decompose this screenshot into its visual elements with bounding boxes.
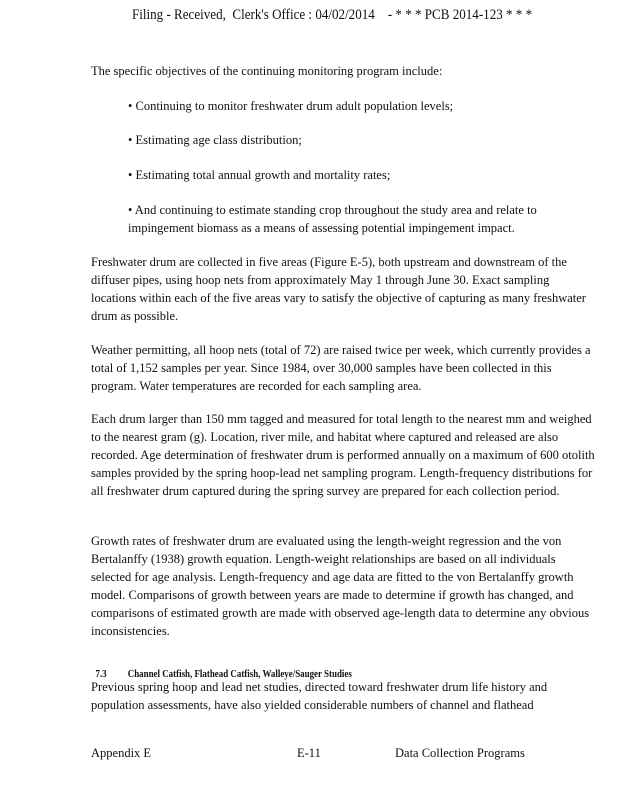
paragraph-hoop-nets: Weather permitting, all hoop nets (total of 72) are raised twice per week, which currently provides a total of 1,152 samples per year. Since 1984, over 30,000 samples have been collected in this program. Water temperatures are recorded for each sampling area. bbox=[91, 343, 591, 393]
objective-bullet-4: • And continuing to estimate standing crop throughout the study area and relate to impingement biomass as a means of assessing potential impingement impact. bbox=[128, 203, 537, 235]
objective-bullet-1: • Continuing to monitor freshwater drum adult population levels; bbox=[128, 99, 454, 113]
section-number: 7.3 bbox=[95, 669, 107, 680]
footer-section-title: Data Collection Programs bbox=[395, 746, 525, 760]
objectives-intro: The specific objectives of the continuing monitoring program include: bbox=[91, 64, 443, 78]
objective-bullet-3: • Estimating total annual growth and mortality rates; bbox=[128, 168, 391, 182]
paragraph-collection-areas: Freshwater drum are collected in five areas (Figure E-5), both upstream and downstream of the diffuser pipes, using hoop nets from approximately May 1 through June 30. Exact sampling locations within each of the five areas vary to satisfy the objective of capturing as many freshwater drum as possible. bbox=[91, 255, 586, 323]
paragraph-growth-rates: Growth rates of freshwater drum are evaluated using the length-weight regression and the von Bertalanffy (1938) growth equation. Length-weight relationships are based on all individuals selected for age analysis. Length-frequency and age data are fitted to the von Bertalanffy growth model. Comparisons of growth between years are made to determine if growth has changed, and comparisons of estimated growth are made with observed age-length data to determine any obvious inconsistencies. bbox=[91, 534, 590, 638]
section-title: Channel Catfish, Flathead Catfish, Walleye/Sauger Studies bbox=[127, 669, 352, 680]
footer-page-number: E-11 bbox=[297, 746, 321, 760]
paragraph-measurement: Each drum larger than 150 mm tagged and measured for total length to the nearest mm and weighed to the nearest gram (g). Location, river mile, and habitat where captured and released are also recorded. Age determination of freshwater drum is performed annually on a maximum of 600 otolith samples provided by the spring hoop-lead net sampling program. Length-frequency distributions for all freshwater drum captured during the spring survey are prepared for each collection period. bbox=[91, 412, 595, 498]
section-heading bbox=[91, 658, 352, 680]
filing-header: Filing - Received, Clerk's Office : 04/02/2014 - * * * PCB 2014-123 * * * bbox=[132, 7, 533, 23]
paragraph-previous-studies: Previous spring hoop and lead net studies, directed toward freshwater drum life history and population assessments, have also yielded considerable numbers of channel and flathead bbox=[91, 680, 548, 712]
footer-appendix: Appendix E bbox=[91, 746, 152, 760]
objective-bullet-2: • Estimating age class distribution; bbox=[128, 133, 302, 147]
